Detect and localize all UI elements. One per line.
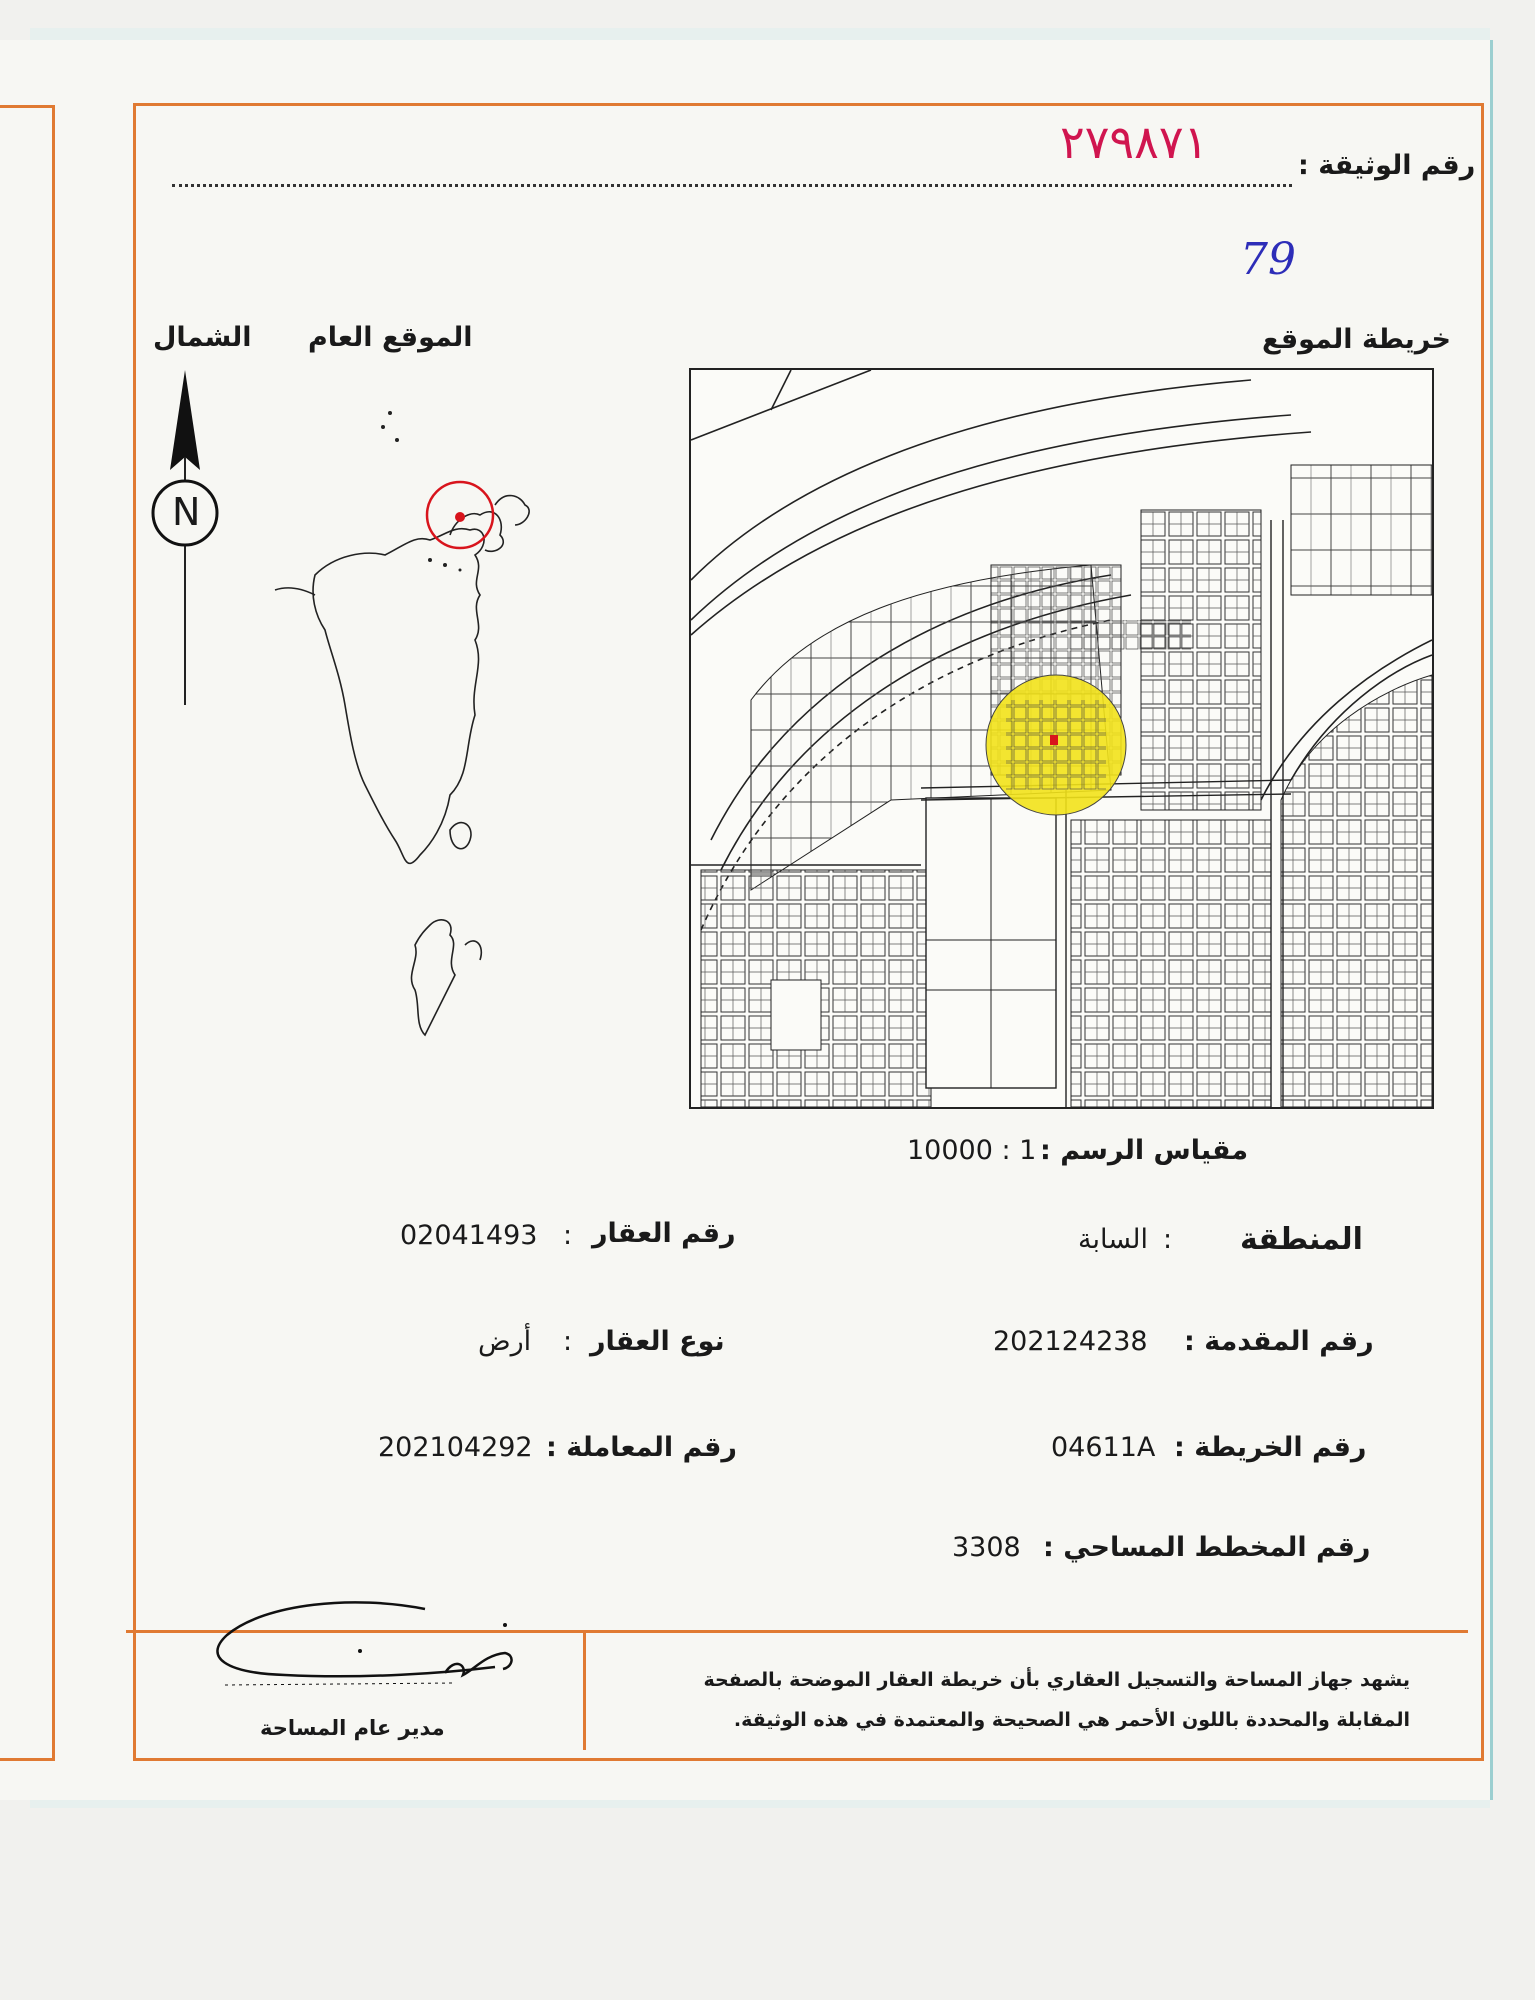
general-location-map xyxy=(255,385,615,1055)
site-map xyxy=(689,368,1434,1109)
transaction-no-value: 202104292 xyxy=(378,1432,533,1463)
map-no-value: 04611A xyxy=(1051,1432,1156,1463)
survey-plan-value: 3308 xyxy=(952,1532,1021,1563)
signatory-title: مدير عام المساحة xyxy=(260,1716,445,1740)
property-type-label: نوع العقار xyxy=(590,1326,725,1357)
page-mark-handwritten: 79 xyxy=(1240,234,1296,285)
property-no-label: رقم العقار xyxy=(592,1218,736,1249)
signature-image xyxy=(205,1595,535,1715)
site-map-drawing xyxy=(691,370,1432,1107)
scale-label: مقياس الرسم : xyxy=(1040,1135,1249,1166)
doc-number-dotted-line xyxy=(172,184,1292,187)
area-label: المنطقة xyxy=(1240,1222,1363,1257)
property-type-separator: : xyxy=(563,1326,573,1357)
attestation-text xyxy=(620,1660,1410,1740)
north-title: الشمال xyxy=(153,322,252,353)
scale-value: 10000 : 1 xyxy=(907,1135,1037,1166)
facing-page-stub xyxy=(0,105,55,1761)
north-letter: N xyxy=(172,490,201,534)
general-location-title: الموقع العام xyxy=(308,322,473,353)
transaction-no-label: رقم المعاملة : xyxy=(546,1432,737,1463)
area-separator: : xyxy=(1163,1224,1173,1255)
application-no-label: رقم المقدمة : xyxy=(1184,1326,1374,1357)
survey-plan-label: رقم المخطط المساحي : xyxy=(1043,1532,1371,1563)
map-no-label: رقم الخريطة : xyxy=(1174,1432,1367,1463)
property-no-value: 02041493 xyxy=(400,1220,538,1251)
north-arrow-icon xyxy=(140,365,230,710)
footer-divider xyxy=(583,1630,586,1750)
property-type-value: أرض xyxy=(478,1326,532,1357)
site-map-title: خريطة الموقع xyxy=(1262,324,1452,355)
attestation-line-2: المقابلة والمحددة باللون الأحمر هي الصحيحة والمعتمدة في هذه الوثيقة. xyxy=(733,1709,1410,1731)
area-value: السابة xyxy=(1078,1224,1149,1255)
application-no-value: 202124238 xyxy=(993,1326,1148,1357)
property-no-separator: : xyxy=(563,1220,573,1251)
attestation-line-1: يشهد جهاز المساحة والتسجيل العقاري بأن خريطة العقار الموضحة بالصفحة xyxy=(703,1669,1410,1691)
doc-number-handwritten: ٢٧٩٨٧١ xyxy=(1060,115,1209,169)
doc-number-label: رقم الوثيقة : xyxy=(1298,150,1476,181)
